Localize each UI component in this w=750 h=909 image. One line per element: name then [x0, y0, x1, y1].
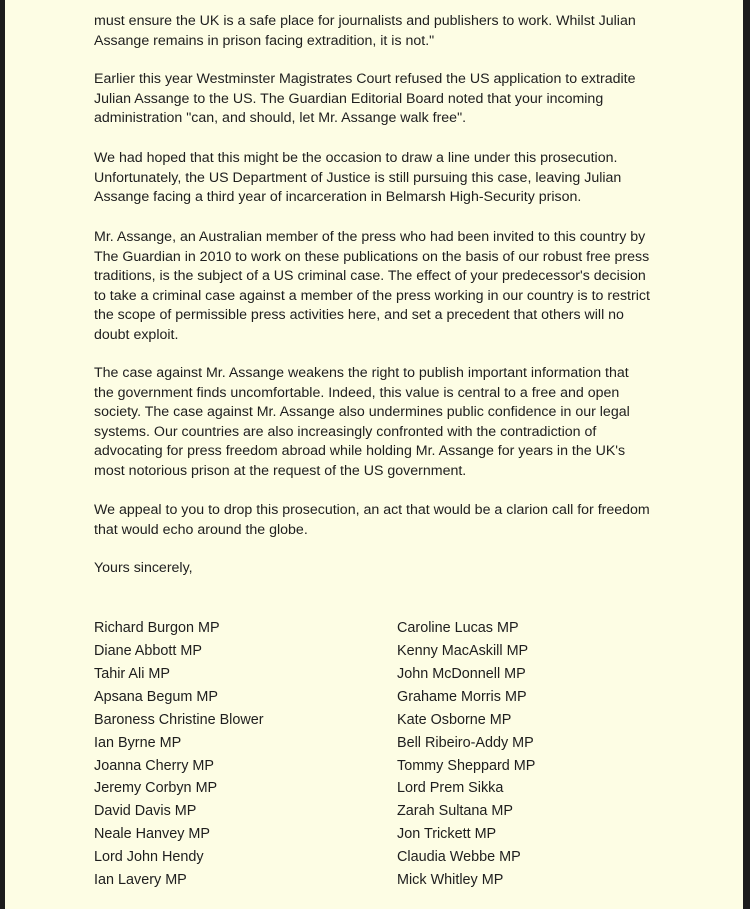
signatory-name: Lord John Hendy	[94, 849, 204, 865]
paragraph-block	[94, 501, 674, 540]
signatory-name: David Davis MP	[94, 803, 197, 819]
signatory-name: John McDonnell MP	[397, 666, 526, 682]
signatory-name: Tahir Ali MP	[94, 666, 170, 682]
signatory-name: Mick Whitley MP	[397, 872, 504, 888]
signatory-name: Diane Abbott MP	[94, 643, 202, 659]
signatory-name: Baroness Christine Blower	[94, 712, 264, 728]
paragraph: Mr. Assange, an Australian member of the press who had been invited to this country by The Guardian in 2010 to work on these publications on the basis of our robust free press traditions, is the subject of a US criminal case. The effect of your predecessor's decision to take a criminal case against a member of the press working in our country is to restrict the scope of permissible press activities here, and set a precedent that others will no doubt exploit.	[94, 229, 650, 343]
signatory-name: Jeremy Corbyn MP	[94, 780, 218, 796]
paragraph: We appeal to you to drop this prosecution, an act that would be a clarion call for freedom that would echo around the globe.	[94, 502, 650, 538]
paragraph-block	[94, 364, 674, 481]
signatory-name: Jon Trickett MP	[397, 826, 497, 842]
paragraph-block	[94, 149, 674, 208]
signatory-name: Ian Lavery MP	[94, 872, 187, 888]
signatory-name: Richard Burgon MP	[94, 620, 220, 636]
signatory-name: Kate Osborne MP	[397, 712, 512, 728]
signatory-name: Claudia Webbe MP	[397, 849, 521, 865]
signatory-name: Joanna Cherry MP	[94, 758, 214, 774]
signatory-name: Zarah Sultana MP	[397, 803, 513, 819]
signatory-name: Apsana Begum MP	[94, 689, 218, 705]
letter-page	[5, 0, 743, 909]
paragraph-block	[94, 70, 674, 129]
signatory-name: Tommy Sheppard MP	[397, 758, 536, 774]
signatory-name: Lord Prem Sikka	[397, 780, 504, 796]
signatory-name: Grahame Morris MP	[397, 689, 527, 705]
signatory-name: Neale Hanvey MP	[94, 826, 210, 842]
paragraph: We had hoped that this might be the occasion to draw a line under this prosecution. Unfortunately, the US Department of Justice is still pursuing this case, leaving Julian Assange facing a third year of incarceration in Belmarsh High-Security prison.	[94, 150, 622, 205]
paragraph: must ensure the UK is a safe place for journalists and publishers to work. Whilst Julian Assange remains in prison facing extradition, it is not."	[94, 13, 636, 49]
signatory-name: Bell Ribeiro-Addy MP	[397, 735, 534, 751]
signatory-name: Kenny MacAskill MP	[397, 643, 529, 659]
paragraph: Earlier this year Westminster Magistrates Court refused the US application to extradite Julian Assange to the US. The Guardian Editorial Board noted that your incoming administration "can, and should, let Mr. Assange walk free".	[94, 71, 636, 126]
paragraph: The case against Mr. Assange weakens the right to publish important information that the government finds uncomfortable. Indeed, this value is central to a free and open society. The case against Mr. Assange also undermines public confidence in our legal systems. Our countries are also increasingly confronted with the contradiction of advocating for press freedom abroad while holding Mr. Assange for years in the UK's most notorious prison at the request of the US government.	[94, 365, 630, 479]
signatory-name: Caroline Lucas MP	[397, 620, 519, 636]
letter-body	[94, 12, 674, 51]
paragraph-block	[94, 228, 674, 345]
closing-block	[94, 559, 674, 579]
closing: Yours sincerely,	[94, 560, 193, 576]
signatory-name: Ian Byrne MP	[94, 735, 182, 751]
